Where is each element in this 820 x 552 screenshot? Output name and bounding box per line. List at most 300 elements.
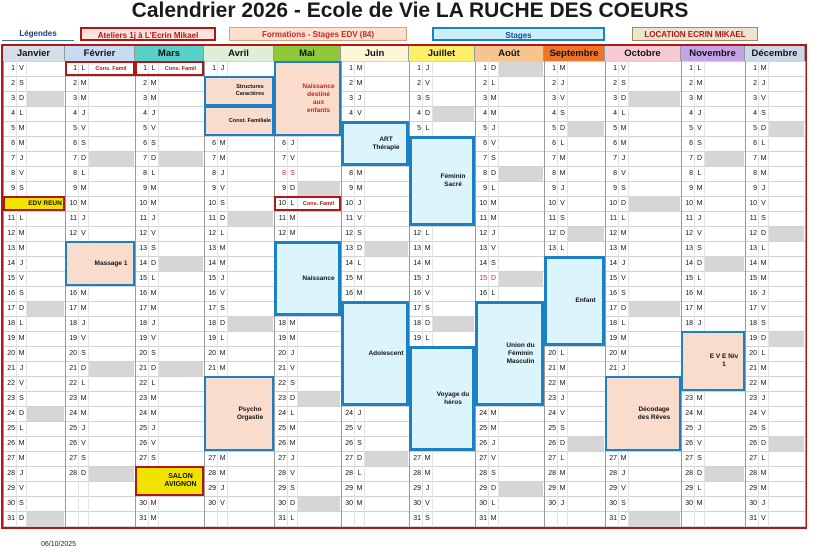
- day-letter: J: [425, 275, 430, 282]
- day-number: 17: [139, 305, 147, 312]
- day-letter: L: [761, 140, 766, 147]
- day-letter: S: [81, 140, 86, 147]
- day-number: 18: [69, 320, 77, 327]
- day-number: 17: [69, 305, 77, 312]
- day-number: 28: [479, 470, 487, 477]
- print-date: 06/10/2025: [41, 541, 77, 548]
- day-number: 12: [548, 230, 556, 237]
- day-letter: V: [290, 365, 295, 372]
- day-number: 24: [278, 410, 286, 417]
- day-number: 2: [349, 80, 353, 87]
- day-number: 1: [143, 65, 147, 72]
- day-letter: M: [18, 140, 25, 147]
- day-number: 18: [685, 320, 693, 327]
- sunday-shade: [499, 62, 543, 76]
- day-number: 23: [69, 395, 77, 402]
- day-number: 15: [479, 275, 487, 282]
- day-letter: M: [150, 95, 157, 102]
- day-letter: D: [620, 305, 627, 312]
- day-number: 12: [208, 230, 216, 237]
- day-number: 10: [69, 200, 77, 207]
- day-number: 11: [609, 215, 617, 222]
- sunday-shade: [433, 107, 474, 121]
- day-number: 28: [7, 470, 15, 477]
- day-number: 1: [212, 65, 216, 72]
- sunday-shade: [365, 242, 408, 256]
- day-number: 31: [479, 515, 487, 522]
- day-letter: M: [424, 455, 431, 462]
- day-letter: M: [760, 470, 767, 477]
- day-number: 19: [278, 335, 286, 342]
- day-number: 20: [548, 350, 556, 357]
- day-number: 3: [613, 95, 617, 102]
- day-number: 10: [609, 200, 617, 207]
- day-letter: J: [151, 320, 156, 327]
- day-number: 26: [7, 440, 15, 447]
- day-letter: L: [621, 320, 626, 327]
- day-letter: M: [620, 230, 627, 237]
- day-number: 1: [483, 65, 487, 72]
- day-number: 25: [278, 425, 286, 432]
- day-letter: M: [150, 395, 157, 402]
- day-letter: M: [620, 455, 627, 462]
- day-number: 3: [552, 95, 556, 102]
- day-letter: V: [621, 65, 626, 72]
- legend-stages: Stages: [432, 27, 605, 41]
- day-number: 28: [609, 470, 617, 477]
- day-letter: J: [220, 170, 225, 177]
- sunday-shade: [568, 437, 604, 451]
- day-letter: V: [290, 470, 295, 477]
- day-letter: M: [219, 455, 226, 462]
- day-number: 22: [7, 380, 15, 387]
- day-number: 12: [278, 230, 286, 237]
- day-separator: [628, 61, 629, 527]
- day-number: 19: [7, 335, 15, 342]
- day-number: 13: [749, 245, 757, 252]
- day-letter: J: [425, 65, 430, 72]
- day-letter: D: [150, 260, 157, 267]
- month-header: Novembre: [681, 46, 745, 61]
- day-number: 19: [413, 335, 421, 342]
- day-letter: M: [490, 425, 497, 432]
- day-letter: M: [18, 125, 25, 132]
- day-number: 11: [139, 215, 147, 222]
- day-letter: M: [18, 440, 25, 447]
- day-number: 3: [11, 95, 15, 102]
- day-letter: D: [696, 155, 703, 162]
- day-number: 26: [69, 440, 77, 447]
- day-letter: M: [696, 185, 703, 192]
- day-letter: J: [290, 350, 295, 357]
- day-letter: J: [81, 320, 86, 327]
- day-letter: D: [289, 500, 296, 507]
- day-letter: L: [425, 125, 430, 132]
- month-header: Septembre: [544, 46, 605, 61]
- day-number: 14: [413, 260, 421, 267]
- day-letter: V: [220, 290, 225, 297]
- day-letter: J: [621, 260, 626, 267]
- day-number: 29: [479, 485, 487, 492]
- day-number: 25: [345, 425, 353, 432]
- day-letter: M: [289, 440, 296, 447]
- day-letter: J: [151, 215, 156, 222]
- day-number: 30: [278, 500, 286, 507]
- legend-formations: Formations - Stages EDV (84): [229, 27, 407, 41]
- day-letter: J: [357, 95, 362, 102]
- day-number: 10: [749, 200, 757, 207]
- day-number: 6: [143, 140, 147, 147]
- day-letter: L: [357, 470, 362, 477]
- day-letter: S: [697, 140, 702, 147]
- day-number: 25: [749, 425, 757, 432]
- day-number: 17: [749, 305, 757, 312]
- day-letter: M: [356, 275, 363, 282]
- day-letter: M: [289, 230, 296, 237]
- day-letter: D: [289, 185, 296, 192]
- stage-label: Adolescent: [368, 349, 404, 357]
- day-number: 26: [749, 440, 757, 447]
- day-number: 19: [208, 335, 216, 342]
- day-number: 24: [7, 410, 15, 417]
- day-number: 30: [413, 500, 421, 507]
- day-number: 2: [417, 80, 421, 87]
- day-letter: D: [620, 95, 627, 102]
- day-number: 16: [479, 290, 487, 297]
- day-number: 15: [685, 275, 693, 282]
- day-letter: L: [560, 350, 565, 357]
- day-letter: S: [19, 80, 24, 87]
- day-letter: D: [219, 320, 226, 327]
- day-letter: M: [150, 500, 157, 507]
- day-letter: M: [289, 335, 296, 342]
- day-number: 30: [685, 500, 693, 507]
- day-number: 11: [345, 215, 353, 222]
- day-letter: M: [424, 260, 431, 267]
- day-number: 20: [208, 350, 216, 357]
- day-number: 25: [479, 425, 487, 432]
- day-number: 10: [685, 200, 693, 207]
- day-letter: L: [151, 170, 156, 177]
- day-separator: [88, 61, 89, 527]
- day-number: 27: [413, 455, 421, 462]
- stage-label: Union du Féminin Masculin: [506, 341, 535, 365]
- day-letter: L: [357, 260, 362, 267]
- stage-label: Féminin Sacré: [440, 173, 466, 188]
- day-letter: S: [81, 350, 86, 357]
- day-number: 28: [208, 470, 216, 477]
- day-letter: M: [760, 485, 767, 492]
- day-letter: M: [80, 95, 87, 102]
- day-letter: M: [219, 350, 226, 357]
- day-letter: J: [560, 395, 565, 402]
- day-letter: M: [620, 125, 627, 132]
- day-number: 24: [749, 410, 757, 417]
- sunday-shade: [298, 392, 340, 406]
- day-number: 1: [349, 65, 353, 72]
- stage-label: Voyage du héros: [436, 390, 470, 406]
- day-letter: M: [356, 185, 363, 192]
- day-letter: V: [220, 185, 225, 192]
- day-number: 13: [139, 245, 147, 252]
- day-letter: L: [81, 65, 86, 72]
- day-letter: M: [150, 515, 157, 522]
- day-letter: S: [151, 350, 156, 357]
- day-letter: V: [19, 275, 24, 282]
- day-number: 31: [609, 515, 617, 522]
- day-letter: M: [18, 455, 25, 462]
- day-number: 24: [139, 410, 147, 417]
- sunday-shade: [298, 182, 340, 196]
- day-number: 7: [212, 155, 216, 162]
- day-letter: D: [219, 215, 226, 222]
- day-number: 2: [483, 80, 487, 87]
- day-letter: M: [18, 350, 25, 357]
- day-number: 2: [73, 80, 77, 87]
- day-letter: L: [290, 410, 295, 417]
- day-number: 14: [479, 260, 487, 267]
- day-number: 23: [278, 395, 286, 402]
- day-number: 22: [278, 380, 286, 387]
- day-letter: D: [424, 320, 431, 327]
- day-letter: D: [490, 485, 497, 492]
- day-letter: V: [81, 230, 86, 237]
- day-letter: L: [19, 425, 24, 432]
- day-letter: V: [697, 440, 702, 447]
- sunday-shade: [365, 452, 408, 466]
- day-number: 6: [11, 140, 15, 147]
- formation-label: Décodage des Rêves: [637, 405, 671, 421]
- day-letter: M: [620, 335, 627, 342]
- day-letter: M: [356, 290, 363, 297]
- day-letter: L: [151, 65, 156, 72]
- day-number: 24: [685, 410, 693, 417]
- day-letter: V: [697, 230, 702, 237]
- day-letter: M: [559, 65, 566, 72]
- day-letter: V: [697, 125, 702, 132]
- day-letter: J: [491, 125, 496, 132]
- day-number: 11: [208, 215, 216, 222]
- day-number: 9: [282, 185, 286, 192]
- day-number: 23: [749, 395, 757, 402]
- day-number: 28: [749, 470, 757, 477]
- day-letter: S: [491, 260, 496, 267]
- day-number: 22: [548, 380, 556, 387]
- day-number: 3: [349, 95, 353, 102]
- month-header: Décembre: [745, 46, 805, 61]
- day-number: 27: [749, 455, 757, 462]
- day-letter: V: [357, 110, 362, 117]
- stage-label: Enfant: [575, 297, 596, 304]
- day-number: 4: [11, 110, 15, 117]
- day-number: 7: [483, 155, 487, 162]
- day-letter: M: [150, 410, 157, 417]
- day-number: 1: [753, 65, 757, 72]
- day-separator: [26, 61, 27, 527]
- day-letter: L: [560, 455, 565, 462]
- formation-label: E V E Niv 1: [709, 353, 739, 368]
- day-letter: S: [151, 455, 156, 462]
- day-number: 9: [689, 185, 693, 192]
- day-number: 28: [413, 470, 421, 477]
- day-number: 24: [69, 410, 77, 417]
- day-number: 16: [345, 290, 353, 297]
- day-letter: V: [425, 80, 430, 87]
- day-number: 8: [11, 170, 15, 177]
- day-number: 31: [7, 515, 15, 522]
- day-letter: L: [19, 110, 24, 117]
- day-letter: L: [697, 275, 702, 282]
- day-letter: M: [559, 365, 566, 372]
- day-letter: L: [220, 335, 225, 342]
- day-number: 30: [345, 500, 353, 507]
- day-number: 18: [413, 320, 421, 327]
- day-number: 20: [278, 350, 286, 357]
- day-letter: V: [621, 485, 626, 492]
- day-number: 1: [552, 65, 556, 72]
- day-number: 27: [69, 455, 77, 462]
- sunday-shade: [629, 512, 680, 526]
- day-letter: S: [220, 305, 225, 312]
- day-number: 8: [552, 170, 556, 177]
- day-letter: M: [289, 320, 296, 327]
- day-number: 8: [753, 170, 757, 177]
- day-number: 11: [749, 215, 757, 222]
- day-number: 11: [479, 215, 487, 222]
- day-letter: V: [761, 305, 766, 312]
- sunday-shade: [89, 362, 134, 376]
- sunday-shade: [159, 257, 203, 271]
- day-letter: M: [219, 470, 226, 477]
- day-letter: S: [19, 185, 24, 192]
- day-letter: J: [290, 140, 295, 147]
- day-number: 13: [208, 245, 216, 252]
- day-letter: J: [151, 110, 156, 117]
- day-number: 3: [689, 95, 693, 102]
- day-number: 29: [208, 485, 216, 492]
- day-letter: M: [18, 245, 25, 252]
- day-number: 29: [749, 485, 757, 492]
- day-letter: V: [761, 515, 766, 522]
- day-number: 2: [753, 80, 757, 87]
- day-letter: M: [150, 200, 157, 207]
- day-letter: M: [424, 245, 431, 252]
- day-letter: M: [559, 485, 566, 492]
- day-number: 15: [208, 275, 216, 282]
- day-letter: J: [621, 365, 626, 372]
- day-number: 4: [73, 110, 77, 117]
- day-letter: S: [621, 290, 626, 297]
- day-number: 15: [345, 275, 353, 282]
- day-number: 9: [11, 185, 15, 192]
- day-letter: V: [151, 125, 156, 132]
- day-letter: V: [357, 425, 362, 432]
- day-letter: J: [621, 155, 626, 162]
- day-number: 5: [689, 125, 693, 132]
- day-number: 18: [749, 320, 757, 327]
- sunday-shade: [568, 122, 604, 136]
- day-number: 12: [685, 230, 693, 237]
- day-number: 18: [609, 320, 617, 327]
- day-number: 21: [7, 365, 15, 372]
- day-number: 3: [73, 95, 77, 102]
- day-number: 4: [753, 110, 757, 117]
- day-letter: S: [290, 380, 295, 387]
- day-letter: J: [81, 425, 86, 432]
- day-letter: M: [620, 245, 627, 252]
- sunday-shade: [27, 92, 64, 106]
- day-number: 29: [548, 485, 556, 492]
- day-number: 7: [73, 155, 77, 162]
- day-number: 12: [749, 230, 757, 237]
- day-number: 7: [689, 155, 693, 162]
- day-number: 29: [685, 485, 693, 492]
- day-letter: J: [220, 485, 225, 492]
- day-letter: D: [18, 305, 25, 312]
- formation-label: Const. Familiale: [228, 118, 272, 124]
- day-letter: M: [760, 380, 767, 387]
- day-number: 17: [7, 305, 15, 312]
- day-number: 15: [7, 275, 15, 282]
- day-number: 8: [349, 170, 353, 177]
- day-number: 6: [753, 140, 757, 147]
- day-number: 21: [548, 365, 556, 372]
- day-number: 16: [139, 290, 147, 297]
- day-number: 13: [345, 245, 353, 252]
- day-letter: M: [760, 155, 767, 162]
- day-number: 25: [69, 425, 77, 432]
- day-number: 12: [413, 230, 421, 237]
- day-number: 2: [11, 80, 15, 87]
- day-number: 23: [548, 395, 556, 402]
- legend-location: LOCATION ECRIN MIKAEL: [632, 27, 758, 41]
- day-number: 30: [7, 500, 15, 507]
- day-letter: D: [18, 95, 25, 102]
- day-number: 21: [208, 365, 216, 372]
- day-number: 10: [208, 200, 216, 207]
- day-number: 27: [208, 455, 216, 462]
- day-letter: J: [81, 110, 86, 117]
- day-letter: L: [491, 500, 496, 507]
- sunday-shade: [228, 317, 273, 331]
- day-number: 27: [685, 455, 693, 462]
- sunday-shade: [499, 167, 543, 181]
- day-letter: V: [761, 410, 766, 417]
- day-number: 4: [689, 110, 693, 117]
- day-letter: S: [491, 470, 496, 477]
- day-number: 24: [345, 410, 353, 417]
- day-letter: V: [151, 230, 156, 237]
- day-letter: D: [150, 365, 157, 372]
- day-letter: V: [491, 245, 496, 252]
- day-letter: V: [761, 95, 766, 102]
- day-letter: L: [151, 275, 156, 282]
- day-number: 10: [278, 200, 286, 207]
- day-letter: V: [761, 200, 766, 207]
- day-letter: D: [559, 440, 566, 447]
- day-number: 10: [139, 200, 147, 207]
- day-letter: D: [696, 470, 703, 477]
- day-letter: V: [151, 335, 156, 342]
- day-letter: M: [490, 410, 497, 417]
- day-number: 4: [483, 110, 487, 117]
- month-header: Juin: [341, 46, 409, 61]
- day-number: 3: [143, 95, 147, 102]
- day-number: 22: [749, 380, 757, 387]
- day-letter: D: [696, 260, 703, 267]
- day-letter: L: [81, 170, 86, 177]
- day-number: 19: [139, 335, 147, 342]
